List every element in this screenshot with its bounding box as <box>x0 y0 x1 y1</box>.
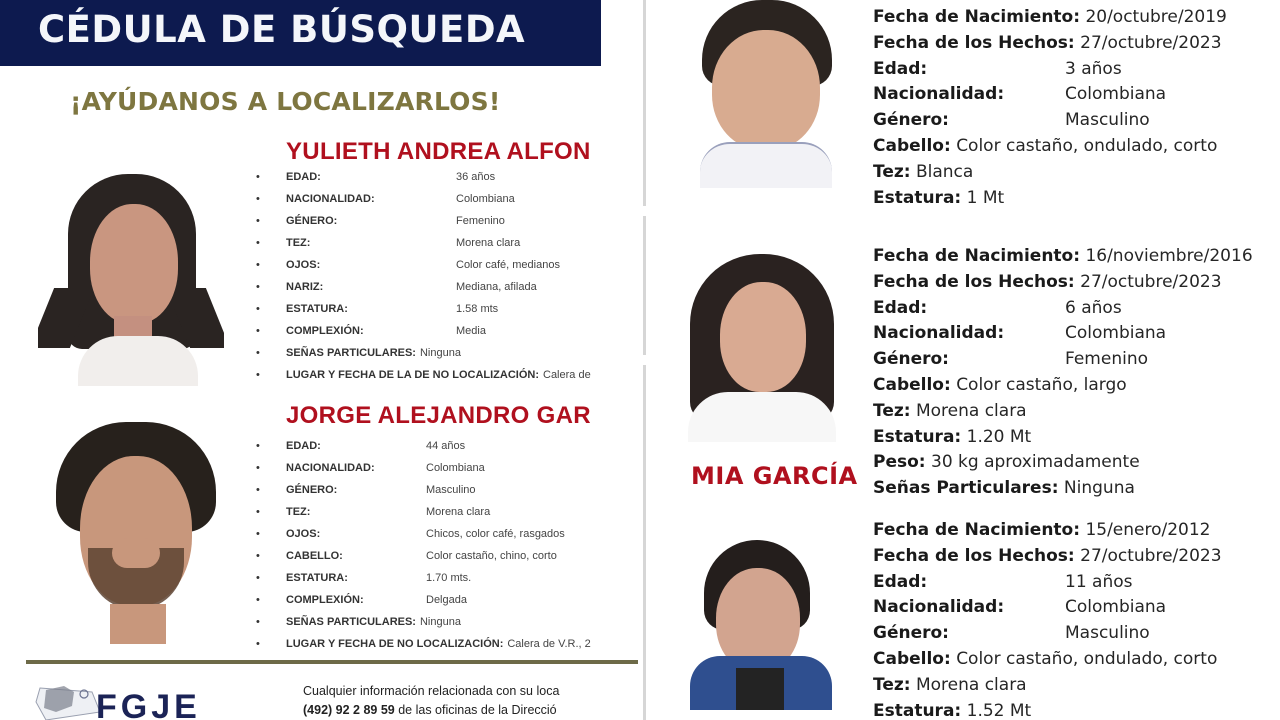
poster-title: CÉDULA DE BÚSQUEDA <box>38 8 526 51</box>
fact-row: Cabello: Color castaño, ondulado, corto <box>873 648 1218 669</box>
child-1-facts <box>873 5 1280 211</box>
fact-row: Nacionalidad: Colombiana <box>873 323 1167 344</box>
fgje-logo <box>34 682 214 720</box>
contact-info <box>303 682 639 720</box>
contact-line-2: (492) 92 2 89 59 de las oficinas de la Direcció <box>303 703 557 717</box>
fact-row: • GÉNERO: Masculino <box>256 484 476 496</box>
fact-row: • GÉNERO: Femenino <box>256 215 505 227</box>
adult-2-name: JORGE ALEJANDRO GAR <box>286 402 591 429</box>
fact-row: • EDAD: 36 años <box>256 171 496 183</box>
child-2-facts <box>873 244 1280 502</box>
child-2-name: MIA GARCÍA <box>691 462 858 490</box>
fact-row: Peso: 30 kg aproximadamente <box>873 452 1140 473</box>
fact-row: • NACIONALIDAD: Colombiana <box>256 462 485 474</box>
fact-row: Cabello: Color castaño, ondulado, corto <box>873 135 1218 156</box>
adult-1-name: YULIETH ANDREA ALFON <box>286 138 591 165</box>
fact-row: • COMPLEXIÓN: Delgada <box>256 594 467 606</box>
photo-child-boy-older <box>688 538 834 710</box>
fact-row: • LUGAR Y FECHA DE LA DE NO LOCALIZACIÓN: Calera de <box>256 369 591 381</box>
fact-row: Señas Particulares: Ninguna <box>873 478 1135 499</box>
fact-row: • CABELLO: Color castaño, chino, corto <box>256 550 557 562</box>
fact-row: • NACIONALIDAD: Colombiana <box>256 193 515 205</box>
adult-1-facts <box>256 166 640 386</box>
fact-row: Tez: Morena clara <box>873 400 1027 421</box>
fact-row: Estatura: 1 Mt <box>873 187 1005 208</box>
photo-adult-man <box>48 418 224 644</box>
fact-row: • SEÑAS PARTICULARES: Ninguna <box>256 616 461 628</box>
fact-row: • ESTATURA: 1.58 mts <box>256 303 499 315</box>
fact-row: Edad: 11 años <box>873 571 1133 592</box>
fact-row: Estatura: 1.52 Mt <box>873 700 1032 720</box>
fact-row: Fecha de los Hechos: 27/octubre/2023 <box>873 271 1222 292</box>
contact-line-1: Cualquier información relacionada con su loca <box>303 684 560 698</box>
fact-row: • TEZ: Morena clara <box>256 237 521 249</box>
fact-row: • TEZ: Morena clara <box>256 506 491 518</box>
child-3-facts <box>873 518 1280 720</box>
photo-adult-woman <box>38 168 224 386</box>
fact-row: • COMPLEXIÓN: Media <box>256 325 486 337</box>
fact-row: Cabello: Color castaño, largo <box>873 374 1127 395</box>
fact-row: Género: Masculino <box>873 110 1150 131</box>
fact-row: • SEÑAS PARTICULARES: Ninguna <box>256 347 461 359</box>
fact-row: • ESTATURA: 1.70 mts. <box>256 572 472 584</box>
fact-row: • NARIZ: Mediana, afilada <box>256 281 537 293</box>
poster-subtitle: ¡AYÚDANOS A LOCALIZARLOS! <box>70 87 501 116</box>
fact-row: Tez: Blanca <box>873 161 974 182</box>
fact-row: Fecha de los Hechos: 27/octubre/2023 <box>873 32 1222 53</box>
fact-row: Nacionalidad: Colombiana <box>873 597 1167 618</box>
fact-row: • EDAD: 44 años <box>256 440 466 452</box>
footer-divider <box>26 660 638 664</box>
adult-2-facts <box>256 435 640 655</box>
state-map-icon <box>34 682 104 720</box>
photo-child-boy-young <box>696 0 836 190</box>
poster-banner <box>0 0 601 66</box>
fact-row: Fecha de Nacimiento: 15/enero/2012 <box>873 520 1211 540</box>
fact-row: Nacionalidad: Colombiana <box>873 84 1167 105</box>
fact-row: • OJOS: Chicos, color café, rasgados <box>256 528 565 540</box>
fact-row: • OJOS: Color café, medianos <box>256 259 560 271</box>
fact-row: Tez: Morena clara <box>873 674 1027 695</box>
fact-row: Edad: 6 años <box>873 297 1122 318</box>
fact-row: Género: Masculino <box>873 623 1150 644</box>
contact-phone: (492) 92 2 89 59 <box>303 703 395 717</box>
fact-row: Edad: 3 años <box>873 58 1122 79</box>
fact-row: Fecha de Nacimiento: 20/octubre/2019 <box>873 7 1227 27</box>
fact-row: Fecha de Nacimiento: 16/noviembre/2016 <box>873 246 1253 266</box>
fact-row: Estatura: 1.20 Mt <box>873 426 1032 447</box>
fact-row: Género: Femenino <box>873 349 1148 370</box>
children-panel <box>648 0 1280 720</box>
fact-row: Fecha de los Hechos: 27/octubre/2023 <box>873 545 1222 566</box>
logo-text: FGJE <box>96 688 201 720</box>
fact-row: • LUGAR Y FECHA DE NO LOCALIZACIÓN: Calera de V.R., 2 <box>256 638 591 650</box>
photo-child-girl <box>688 252 836 442</box>
